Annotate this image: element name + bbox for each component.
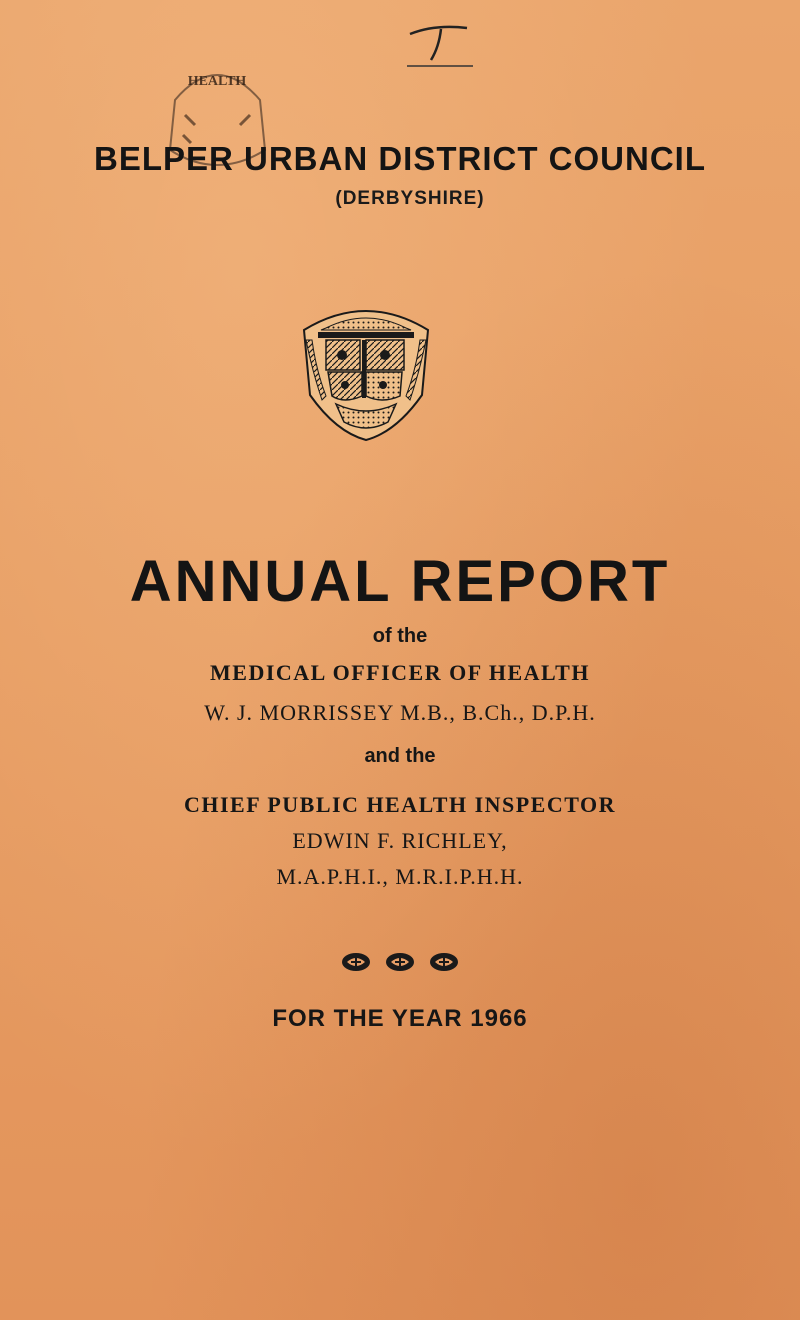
cphi-title: CHIEF PUBLIC HEALTH INSPECTOR [183,792,617,817]
ornament-row [340,950,460,976]
ornament-icon [384,950,416,974]
svg-text:HEALTH: HEALTH [187,74,247,89]
council-title: BELPER URBAN DISTRICT COUNCIL [94,140,706,177]
handwritten-mark-icon [405,22,475,72]
county-label: (DERBYSHIRE) [335,188,485,209]
of-the-text: of the [372,625,428,647]
cphi-qualifications: M.A.P.H.I., M.R.I.P.H.H. [276,864,524,889]
report-title: ANNUAL REPORT [129,549,671,614]
coat-of-arms-icon [296,300,436,442]
report-year: FOR THE YEAR 1966 [272,1005,528,1032]
ornament-icon [340,950,372,974]
moh-name: W. J. MORRISSEY M.B., B.Ch., D.P.H. [204,700,596,725]
moh-title: MEDICAL OFFICER OF HEALTH [210,660,590,685]
cphi-name: EDWIN F. RICHLEY, [292,828,508,853]
ornament-icon [428,950,460,974]
and-the-text: and the [364,745,436,767]
